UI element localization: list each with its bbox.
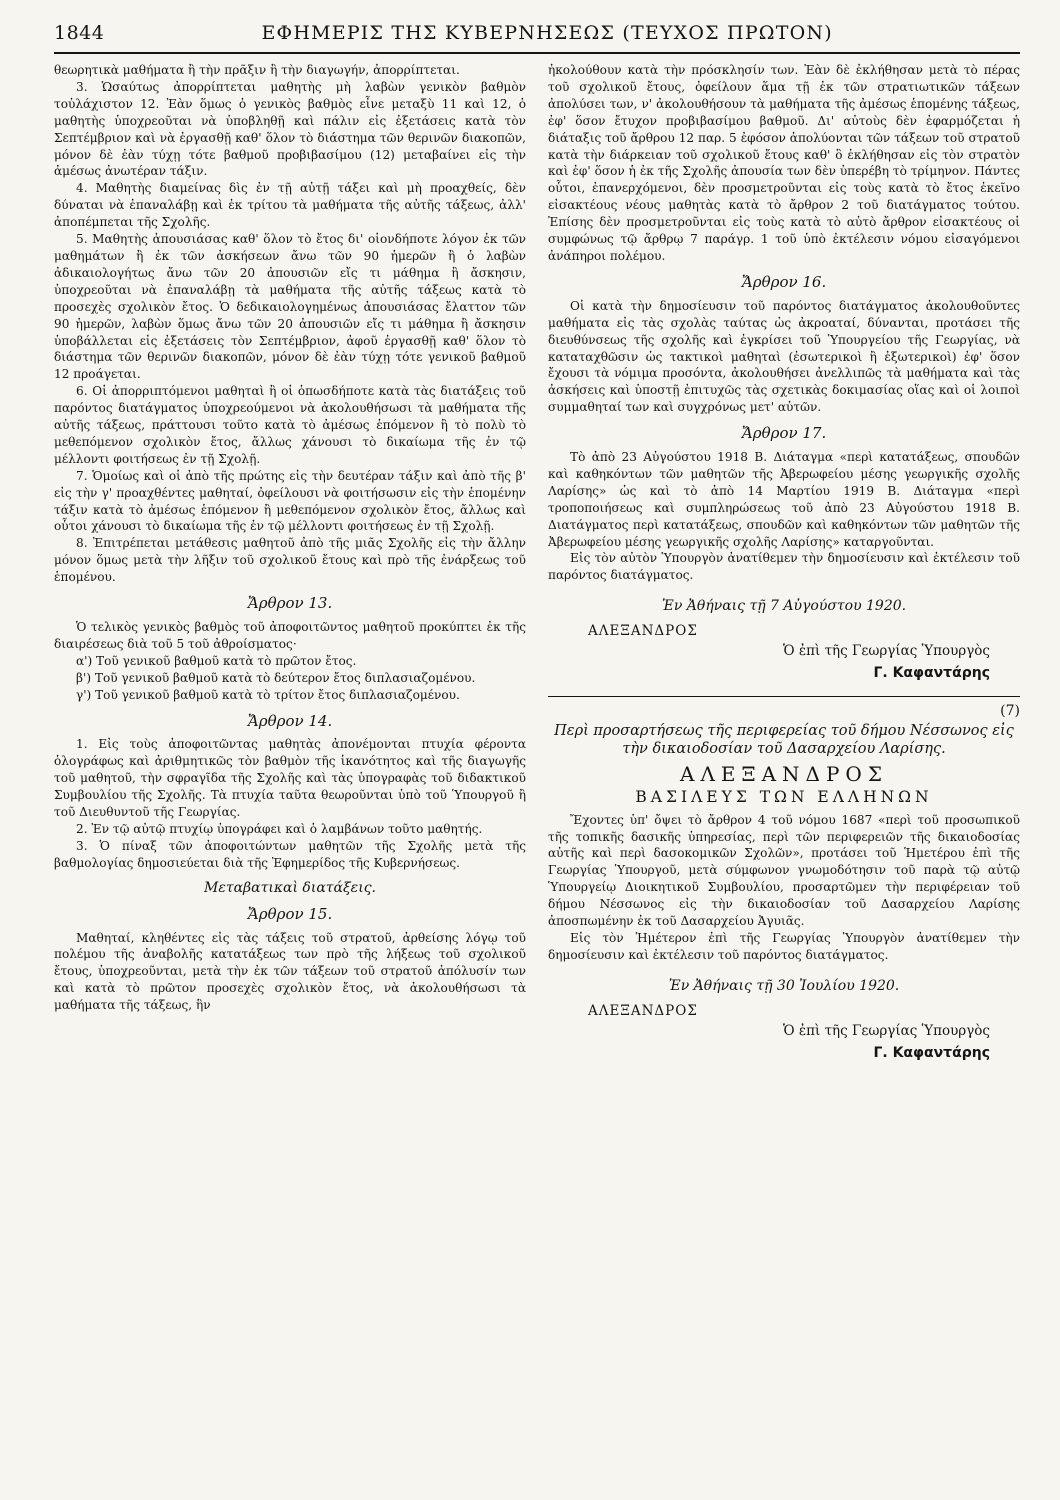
decree-divider — [548, 696, 1020, 697]
article-16-paragraph: Οἱ κατὰ τὴν δημοσίευσιν τοῦ παρόντος διατάγματος ἀκολουθοῦντες μαθήματα εἰς τὰς σχολὰς ταύτας ὡς ἀκροαταί, δύνανται, προτάσει τῆς διευθύνσεως τῆς σχολῆς καὶ ἐγκρίσει τοῦ Ὑπουργείου τῆς Γεωργίας, νὰ καταταχθῶσιν ὡς τακτικοὶ μαθηταὶ (ἐσωτερικοὶ ἢ ἐξωτερικοὶ) ἐφ' ὅσον ἔχουσι τὰ νόμιμα προσόντα, ἀκολουθήσει ἀνελλιπῶς τὰ μαθήματα καὶ τὰς ἀσκήσεις καὶ ὑποστῇ ἐπιτυχῶς τὰς σχετικὰς δοκιμασίας οἵας καὶ οἱ λοιποὶ συμμαθηταί των καὶ συγχρόνως μετ' αὐτῶν. — [548, 298, 1020, 415]
paragraph-4: 4. Μαθητὴς διαμείνας δὶς ἐν τῇ αὐτῇ τάξει καὶ μὴ προαχθείς, δὲν δύναται νὰ ἐπαναλάβῃ καὶ ἐκ τρίτου τὰ μαθήματα τῆς αὐτῆς τάξεως, ἀλλ' ἀποπέμπεται τῆς Σχολῆς. — [54, 181, 526, 230]
article-15-continued: ἠκολούθουν κατὰ τὴν πρόσκλησίν των. Ἐὰν δὲ ἐκλήθησαν μετὰ τὸ πέρας τοῦ σχολικοῦ ἔτους, ὀφείλουν ἅμα τῇ ἐκ τῶν στρατιωτικῶν τάξεων ἀπολύσει των, ν' ἀκολουθήσουν τὰ μαθήματα τῆς ἀμέσως ἑπομένης τάξεως, ἐφ' ὅσον ἔτυχον προβιβασίμου βαθμοῦ. Δι' αὐτοὺς δὲν ἐφαρμόζεται ἡ διάταξις τοῦ ἄρθρου 12 παρ. 5 ἐφόσον ἀπολύονται τῶν τάξεων τοῦ στρατοῦ κατὰ τὴν διάρκειαν τοῦ σχολικοῦ ἔτους καθ' ὃ ἐκλήθησαν εἰς τὸν στρατὸν καὶ ἐφ' ὅσον ἡ ἐκ τῆς Σχολῆς ἀπουσία των δὲν ὑπερέβη τὸ τρίμηνον. Πάντες οὗτοι, ἐπανερχόμενοι, δὲν προσμετροῦνται εἰς τοὺς κατὰ τὸ ἔτος ἐκεῖνο εἰσακτέους νέους μαθητὰς κατὰ τὸ ἄρθρον 2 τοῦ διατάγματος τούτου. Ἐπίσης δὲν προσμετροῦνται εἰς τοὺς κατὰ τὸ αὐτὸ ἄρθρον εἰσακτέους οἱ συμφώνως τῷ ἄρθρῳ 7 παράγρ. 1 τοῦ ὑπὸ ἐκτέλεσιν νόμου εἰσαγόμενοι ἀνάπηροι πολέμου. — [548, 63, 1020, 263]
article-17-heading: Ἄρθρον 17. — [741, 424, 827, 443]
article-14-paragraph-1: 1. Εἰς τοὺς ἀποφοιτῶντας μαθητὰς ἀπονέμονται πτυχία φέροντα ὁλογράφως καὶ ἀριθμητικῶς τὸν βαθμὸν τῆς ἱκανότητος καὶ τῆς διαγωγῆς τοῦ μαθητοῦ, τὴν σφραγῖδα τῆς Σχολῆς καὶ τὰς ὑπογραφὰς τοῦ διδακτικοῦ Συμβουλίου τῆς Σχολῆς. Τὰ πτυχία ταῦτα θεωροῦνται ὑπὸ τοῦ Ὑπουργοῦ ἢ τοῦ Διευθυντοῦ τῆς Γεωργίας. — [54, 737, 526, 820]
article-14-heading: Ἄρθρον 14. — [247, 711, 333, 730]
article-13-item-a: α') Τοῦ γενικοῦ βαθμοῦ κατὰ τὸ πρῶτον ἔτος. — [76, 653, 357, 668]
article-13-heading: Ἄρθρον 13. — [247, 594, 333, 613]
paragraph-5: 5. Μαθητὴς ἀπουσιάσας καθ' ὅλον τὸ ἔτος δι' οἱονδήποτε λόγον ἐκ τῶν μαθημάτων ἢ ἐκ τῶν ἀσκήσεων ἄνω τῶν 90 ἡμερῶν ἢ ὁ λαβὼν ἀδικαιολογήτως ἄνω τῶν 20 ἀπουσιῶν εἴς τι μάθημα ἢ ἄσκησιν, ὑποχρεοῦται νὰ ἐπαναλάβῃ τὰ μαθήματα τῆς αὐτῆς τάξεως κατὰ τὸ προσεχὲς σχολικὸν ἔτος. Ὁ δεδικαιολογημένως ἀπουσιάσας ἔλαττον τῶν 90 ἡμερῶν, λαβὼν ὅμως ἄνω τῶν 20 ἀπουσιῶν εἴς τι μάθημα ἢ ἄσκησιν ὑποβάλλεται εἰς ἐξετάσεις τὸν Σεπτέμβριον, ἀφοῦ ἐργασθῇ καθ' ὅλον τὸ διάστημα τῶν θερινῶν διακοπῶν, μόνον δὲ ἐὰν τύχῃ τότε γενικοῦ βαθμοῦ 12 προάγεται. — [54, 232, 526, 382]
page-header — [54, 0, 1020, 52]
paragraph-continued: θεωρητικὰ μαθήματα ἢ τὴν πρᾶξιν ἢ τὴν διαγωγήν, ἀπορρίπτεται. — [54, 63, 460, 77]
king-signature-2: ΑΛΕΞΑΝΔΡΟΣ — [588, 1002, 698, 1019]
article-13-item-b: β') Τοῦ γενικοῦ βαθμοῦ κατὰ τὸ δεύτερον ἔτος διπλασιαζομένου. — [76, 670, 476, 685]
article-14-paragraph-2: 2. Ἐν τῷ αὐτῷ πτυχίῳ ὑπογράφει καὶ ὁ λαμβάνων τοῦτο μαθητής. — [76, 821, 483, 836]
article-17-paragraph-2: Εἰς τὸν αὐτὸν Ὑπουργὸν ἀνατίθεμεν τὴν δημοσίευσιν καὶ ἐκτέλεσιν τοῦ παρόντος διατάγματος. — [548, 551, 1020, 583]
article-15-paragraph: Μαθηταί, κληθέντες εἰς τὰς τάξεις τοῦ στρατοῦ, ἀρθείσης λόγῳ τοῦ πολέμου τῆς ἀναβολῆς κατατάξεως των πρὸ τῆς λήξεως τοῦ σχολικοῦ ἔτους, ὑποχρεοῦνται, μετὰ τὴν ἐκ τῶν τάξεων τοῦ στρατοῦ ἀπόλυσίν των καὶ κατὰ τὸ πρῶτον προσεχὲς σχολικὸν ἔτος, νὰ ἀκολουθήσωσι τὰ μαθήματα τῆς τάξεως, ἣν — [54, 930, 526, 1013]
paragraph-7: 7. Ὁμοίως καὶ οἱ ἀπὸ τῆς πρώτης εἰς τὴν δευτέραν τάξιν καὶ ἀπὸ τῆς β' εἰς τὴν γ' προαχθέντες μαθηταί, ὀφείλουσι νὰ φοιτήσωσιν εἰς τὴν ἑπομένην τάξιν κατὰ τὸ ἀμέσως ἑπόμενον ἢ μεθεπόμενον σχολικὸν ἔτος, ἄλλως καὶ οὗτοι χάνουσι τὸ δικαίωμα τῆς ἐν τῷ μέλλοντι φοιτήσεως ἐν τῇ Σχολῇ. — [54, 468, 526, 534]
king-signature-1: ΑΛΕΞΑΝΔΡΟΣ — [588, 623, 698, 640]
signing-date-1: Ἐν Ἀθήναις τῇ 7 Αὐγούστου 1920. — [661, 598, 907, 615]
article-16-heading: Ἄρθρον 16. — [741, 272, 827, 291]
article-14-paragraph-3: 3. Ὁ πίναξ τῶν ἀποφοιτώντων μαθητῶν τῆς Σχολῆς μετὰ τῆς βαθμολογίας δημοσιεύεται διὰ τῆς Ἐφημερίδος τῆς Κυβερνήσεως. — [54, 838, 526, 870]
decree-title: Περὶ προσαρτήσεως τῆς περιφερείας τοῦ δήμου Νέσσωνος εἰς τὴν δικαιοδοσίαν τοῦ Δασαρχείου Λαρίσης. — [554, 722, 1014, 757]
article-13-item-c: γ') Τοῦ γενικοῦ βαθμοῦ κατὰ τὸ τρίτον ἔτος διπλασιαζομένου. — [76, 687, 460, 702]
king-heading: ΑΛΕΞΑΝΔΡΟΣ — [680, 761, 888, 786]
article-15-heading: Ἄρθρον 15. — [247, 904, 333, 923]
running-head: ΕΦΗΜΕΡΙΣ ΤΗΣ ΚΥΒΕΡΝΗΣΕΩΣ (ΤΕΥΧΟΣ ΠΡΩΤΟΝ) — [261, 22, 833, 44]
article-13-list — [54, 653, 526, 704]
paragraph-6: 6. Οἱ ἀπορριπτόμενοι μαθηταὶ ἢ οἱ ὁπωσδήποτε κατὰ τὰς διατάξεις τοῦ παρόντος διατάγματος ὑποχρεούμενοι νὰ ἀκολουθήσωσι τὰ μαθήματα τῆς αὐτῆς τάξεως, πράττουσι τοῦτο κατὰ τὸ ἀμέσως ἑπόμενον ἢ τὸ πολὺ τὸ μεθεπόμενον σχολικὸν ἔτος, ἄλλως χάνουσι τὸ δικαίωμα τῆς ἐν τῷ μέλλοντι φοιτήσεως ἐν τῇ Σχολῇ. — [54, 384, 526, 466]
left-column — [54, 62, 526, 1061]
king-subheading: ΒΑΣΙΛΕΥΣ ΤΩΝ ΕΛΛΗΝΩΝ — [635, 787, 933, 806]
paragraph-8: 8. Ἐπιτρέπεται μετάθεσις μαθητοῦ ἀπὸ τῆς μιᾶς Σχολῆς εἰς τὴν ἄλλην μόνον ὅμως μετὰ τὴν λῆξιν τοῦ σχολικοῦ ἔτους καὶ πρὸ τῆς ἐνάρξεως τοῦ ἑπομένου. — [54, 536, 526, 585]
signing-date-2: Ἐν Ἀθήναις τῇ 30 Ἰουλίου 1920. — [668, 977, 900, 994]
transitional-provisions-heading: Μεταβατικαὶ διατάξεις. — [204, 879, 376, 896]
header-rule — [54, 52, 1020, 54]
decree-number: (7) — [1000, 702, 1020, 719]
article-13-intro: Ὁ τελικὸς γενικὸς βαθμὸς τοῦ ἀποφοιτῶντος μαθητοῦ προκύπτει ἐκ τῆς διαιρέσεως διὰ τοῦ 5 τοῦ ἀθροίσματος· — [54, 620, 526, 651]
right-column — [548, 62, 1020, 1061]
decree-7-paragraph-1: Ἔχοντες ὑπ' ὄψει τὸ ἄρθρον 4 τοῦ νόμου 1687 «περὶ τοῦ προσωπικοῦ τῆς τοπικῆς δασικῆς ὑπηρεσίας, περὶ τῶν περιφερειῶν τῆς δικαιοδοσίας αὐτῆς καὶ περὶ δασοκομικῶν Σχολῶν», προτάσει τοῦ Ἡμετέρου ἐπὶ τῆς Γεωργίας Ὑπουργοῦ, μετὰ σύμφωνον γνωμοδότησιν τοῦ παρὰ τῷ αὐτῷ Ὑπουργείῳ Διοικητικοῦ Συμβουλίου, προσαρτῶμεν τὴν περιφέρειαν τοῦ δήμου Νέσσωνος εἰς τὴν δικαιοδοσίαν τοῦ Δασαρχείου Λαρίσης ἀποσπωμένην ἐκ τοῦ Δασαρχείου Ἀγυιᾶς. — [548, 812, 1020, 929]
minister-title-2: Ὁ ἐπὶ τῆς Γεωργίας Ὑπουργὸς — [782, 1022, 990, 1039]
minister-name-2: Γ. Καφαντάρης — [873, 1044, 990, 1061]
two-column-body — [54, 62, 1020, 1061]
minister-name-1: Γ. Καφαντάρης — [873, 665, 990, 681]
article-17-paragraph: Τὸ ἀπὸ 23 Αὐγούστου 1918 Β. Διάταγμα «περὶ κατατάξεως, σπουδῶν καὶ καθηκόντων τῶν μαθητῶν τῆς Ἀβερωφείου μέσης γεωργικῆς σχολῆς Λαρίσης» ὡς καὶ τὸ ἀπὸ 14 Μαρτίου 1919 Β. Διάταγμα «περὶ τροποποιήσεως καὶ συμπληρώσεως τοῦ ἀπὸ 23 Αὐγούστου 1918 Β. Διατάγματος περὶ κατατάξεως, σπουδῶν καὶ καθηκόντων τῶν μαθητῶν τῆς Ἀβερωφείου μέσης γεωργικῆς σχολῆς Λαρίσης» καταργοῦνται. — [548, 450, 1020, 549]
minister-title-1: Ὁ ἐπὶ τῆς Γεωργίας Ὑπουργὸς — [782, 643, 990, 660]
page-number: 1844 — [54, 22, 105, 44]
paragraph-3: 3. Ὡσαύτως ἀπορρίπτεται μαθητὴς μὴ λαβὼν γενικὸν βαθμὸν τοὐλάχιστον 12. Ἐὰν ὅμως ὁ γενικὸς βαθμὸς εἶνε μεταξὺ 11 καὶ 12, ὁ μαθητὴς ὑποχρεοῦται νὰ ὑποβληθῇ καὶ πάλιν εἰς ἐξετάσεις κατὰ τὸν Σεπτέμβριον καὶ νὰ ἐργασθῇ καθ' ὅλον τὸ διάστημα τῶν θερινῶν διακοπῶν, μόνον δὲ ἐὰν τύχῃ τότε βαθμοῦ προβιβασίμου (12) μεταβαίνει εἰς τὴν ἀμέσως ἀνωτέραν τάξιν. — [54, 79, 526, 179]
decree-7-paragraph-2: Εἰς τὸν Ἡμέτερον ἐπὶ τῆς Γεωργίας Ὑπουργὸν ἀνατίθεμεν τὴν δημοσίευσιν καὶ ἐκτέλεσιν τοῦ παρόντος διατάγματος. — [548, 930, 1020, 962]
